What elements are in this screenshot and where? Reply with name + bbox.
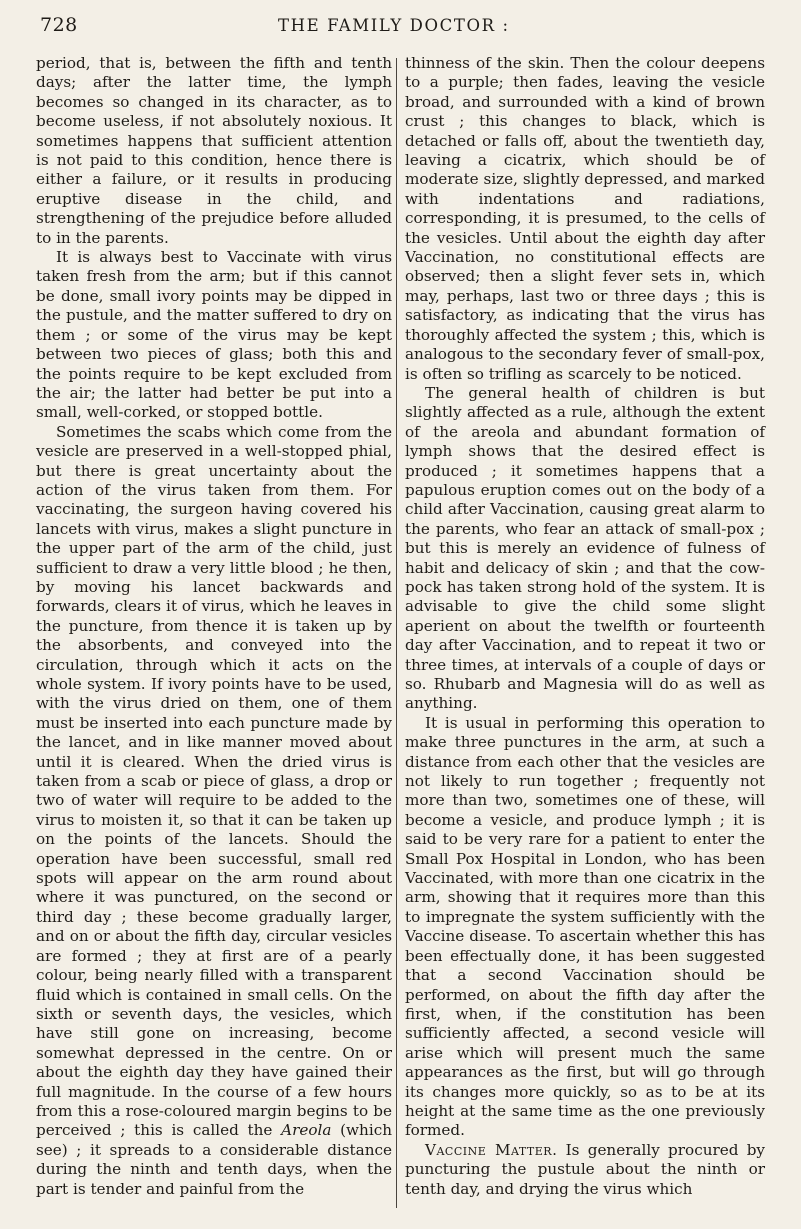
running-head: THE FAMILY DOCTOR : — [278, 16, 510, 35]
italic-term: Areola — [281, 1121, 332, 1140]
paragraph — [405, 1141, 765, 1199]
entry-heading: Vaccine Matter. — [425, 1140, 558, 1159]
paragraph-text: Is generally procured by puncturing the pustule about the ninth or tenth day, and drying the virus which — [405, 1140, 765, 1198]
paragraph: The general health of children is but slightly affected as a rule, although the extent of the areola and abundant formation of lymph shows that the desired effect is produced ; it sometimes happens that a papulous eruption comes out on the body of a child after Vaccination, causing great alarm to the parents, who fear an attack of small-pox ; but this is merely an evidence of fulness of habit and delicacy of skin ; and that the cow-pock has taken strong hold of the system. It is advisable to give the child some slight aperient on about the twelfth or fourteenth day after Vaccination, and to repeat it two or three times, at intervals of a couple of days or so. Rhubarb and Magnesia will do as well as anything. — [405, 383, 765, 713]
right-column — [405, 54, 765, 1199]
column-divider — [396, 58, 397, 1208]
left-column — [36, 54, 392, 1199]
paragraph — [36, 423, 392, 1199]
paragraph-text: (which see) ; it spreads to a considerable distance during the ninth and tenth days, when the part is tender and painful from the — [36, 1121, 392, 1198]
paragraph: It is usual in performing this operation to make three punctures in the arm, at such a distance from each other that the vesicles are not likely to run together ; frequently not more than two, sometimes one of these, will become a vesicle, and produce lymph ; it is said to be very rare for a patient to enter the Small Pox Hospital in London, who has been Vaccinated, with more than one cicatrix in the arm, showing that it requires more than this to impregnate the system sufficiently with the Vaccine disease. To ascertain whether this has been effectually done, it has been suggested that a second Vaccination should be performed, on about the fifth day after the first, when, if the constitution has been sufficiently affected, a second vesicle will arise which will present much the same appearances as the first, but will go through its changes more quickly, so as to be at its height at the same time as the one previously formed. — [405, 713, 765, 1140]
paragraph: thinness of the skin. Then the colour deepens to a purple; then fades, leaving the vesicle broad, and surrounded with a kind of brown crust ; this changes to black, which is detached or falls off, about the twentieth day, leaving a cicatrix, which should be of moderate size, slightly depressed, and marked with indentations and radiations, corresponding, it is presumed, to the cells of the vesicles. Until about the eighth day after Vaccination, no constitutional effects are observed; then a slight fever sets in, which may, perhaps, last two or three days ; this is satisfactory, as indicating that the virus has thoroughly affected the system ; this, which is analogous to the secondary fever of small-pox, is often so trifling as scarcely to be noticed. — [405, 54, 765, 383]
paragraph: It is always best to Vaccinate with virus taken fresh from the arm; but if this cannot be done, small ivory points may be dipped in the pustule, and the matter suffered to dry on them ; or some of the virus may be kept between two pieces of glass; both this and the points require to be kept excluded from the air; the latter had better be put into a small, well-corked, or stopped bottle. — [36, 248, 392, 422]
paragraph: period, that is, between the fifth and tenth days; after the latter time, the lymph becomes so changed in its character, as to become useless, if not absolutely noxious. It sometimes happens that sufficient attention is not paid to this condition, hence there is either a failure, or it results in producing eruptive disease in the child, and strengthening of the prejudice before alluded to in the parents. — [36, 54, 392, 247]
page-number: 728 — [40, 14, 78, 36]
paragraph-text: Sometimes the scabs which come from the vesicle are preserved in a well-stopped phial, but there is great uncertainty about the action of the virus taken from them. For vaccinating, the surgeon having covered his lancets with virus, makes a slight puncture in the upper part of the arm of the child, just sufficient to draw a very little blood ; he then, by moving his lancet backwards and forwards, clears it of virus, which he leaves in the puncture, from thence it is taken up by the absorbents, and conveyed into the circulation, through which it acts on the whole system. If ivory points have to be used, with the virus dried on them, one of them must be inserted into each puncture made by the lancet, and in like manner moved about until it is cleared. When the dried virus is taken from a scab or piece of glass, a drop or two of water will require to be added to the virus to moisten it, so that it can be taken up on the points of the lancets. Should the operation have been successful, small red spots will appear on the arm round about where it was punctured, on the second or third day ; these become gradually larger, and on or about the fifth day, circular vesicles are formed ; they at first are of a pearly colour, being nearly filled with a transparent fluid which is contained in small cells. On the sixth or seventh days, the vesicles, which have still gone on increasing, become somewhat depressed in the centre. On or about the eighth day they have gained their full magnitude. In the course of a few hours from this a rose-coloured margin begins to be perceived ; this is called the — [36, 422, 392, 1140]
